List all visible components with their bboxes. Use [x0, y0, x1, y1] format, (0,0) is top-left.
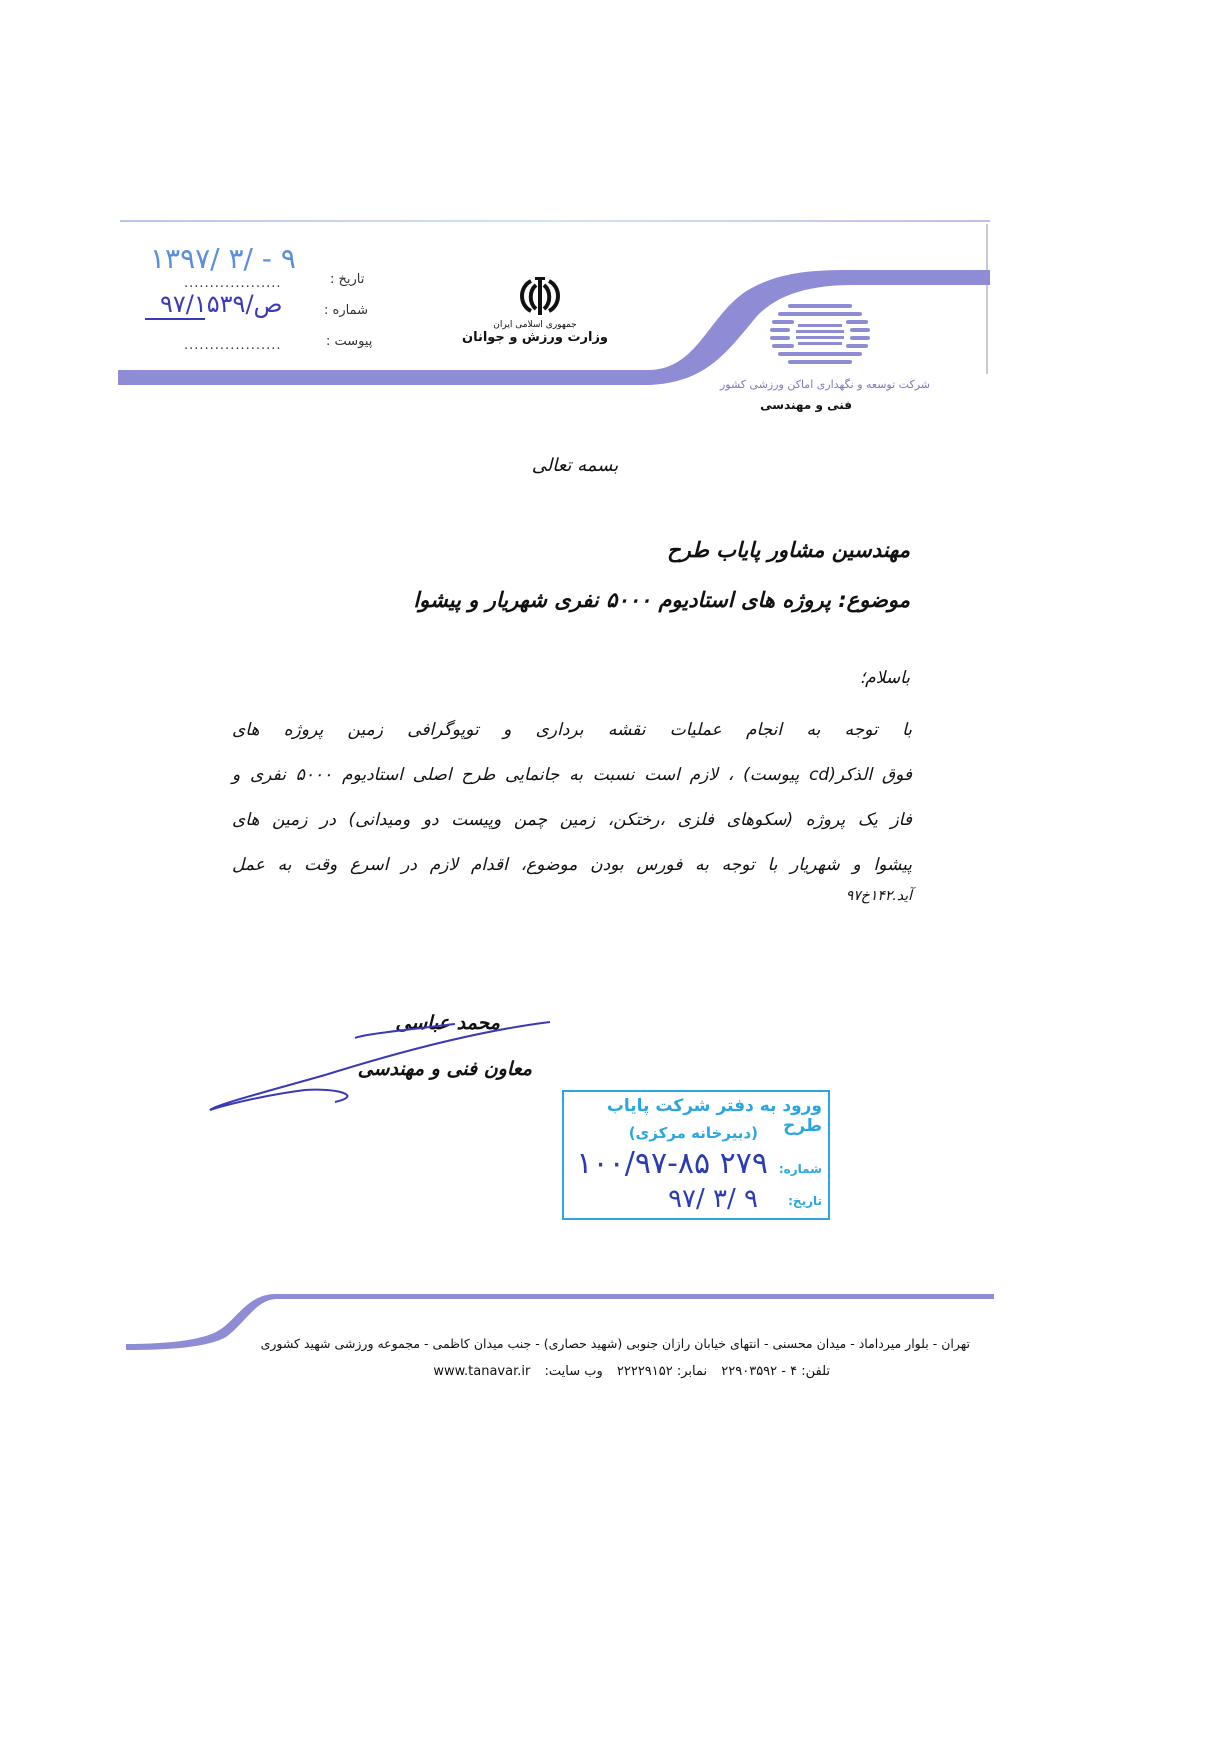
ministry-name: وزارت ورزش و جوانان — [461, 330, 609, 345]
stamp-date-value: ۹۷/ ۳/ ۹ — [668, 1184, 758, 1214]
company-name: شرکت توسعه و نگهداری اماکن ورزشی کشور — [719, 378, 930, 391]
signature-scribble — [205, 1010, 555, 1115]
footer-contact — [300, 1364, 830, 1379]
iran-emblem-icon — [515, 275, 565, 317]
stamp-title: ورود به دفتر شرکت پایاب طرح — [606, 1096, 822, 1136]
stamp-date-label: تاریخ: — [788, 1194, 822, 1208]
ministry-country: جمهوری اسلامی ایران — [493, 320, 577, 330]
date-value: ۱۳۹۷/ ۳/ - ۹ — [150, 242, 296, 275]
attachment-dots: ................... — [184, 338, 282, 353]
company-logo-icon — [770, 302, 870, 370]
number-label: شماره : — [324, 303, 368, 318]
body-line: پیشوا و شهریار با توجه به فورس بودن موضوع، اقدام لازم در اسرع وقت به عمل — [232, 855, 912, 875]
company-department: فنی و مهندسی — [760, 398, 852, 412]
date-dots: ................... — [184, 276, 282, 291]
recipient: مهندسین مشاور پایاب طرح — [667, 538, 910, 562]
closing-reference: آید.۱۴۲خ۹۷ — [845, 888, 912, 904]
header-top-line — [120, 220, 990, 222]
stamp-number-label: شماره: — [778, 1162, 822, 1176]
attachment-label: پیوست : — [326, 334, 373, 349]
signer-title: معاون فنی و مهندسی — [357, 1058, 532, 1080]
stamp-subtitle: (دبیرخانه مرکزی) — [628, 1124, 758, 1142]
body-line: با توجه به انجام عملیات نقشه برداری و توپوگرافی زمین پروژه های — [232, 720, 912, 740]
signer-name: محمد عباسی — [395, 1012, 500, 1034]
stamp-number-value: ۱۰۰/۹۷-۸۵ ۲۷۹ — [576, 1146, 768, 1181]
invocation: بسمه تعالی — [531, 455, 619, 476]
footer-website-label: وب سایت: — [544, 1364, 603, 1379]
number-value: ص/۹۷/۱۵۳۹ — [160, 290, 283, 318]
received-stamp — [562, 1090, 830, 1220]
footer-address: تهران - بلوار میرداماد - میدان محسنی - انتهای خیابان رازان جنوبی (شهید حصاری) - جنب میدان کاظمی - مجموعه ورزشی شهید کشوری — [260, 1336, 970, 1351]
letter-body — [232, 708, 912, 888]
footer-fax: نمابر: ۲۲۲۲۹۱۵۲ — [616, 1364, 708, 1379]
body-line: فوق الذکر(cd پیوست) ، لازم است نسبت به جانمایی طرح اصلی استادیوم ۵۰۰۰ نفری و — [232, 765, 912, 785]
footer-website[interactable]: www.tanavar.ir — [433, 1364, 531, 1379]
footer-phone: تلفن: ۴ - ۲۲۹۰۳۵۹۲ — [721, 1364, 830, 1379]
subject: موضوع: پروژه های استادیوم ۵۰۰۰ نفری شهریار و پیشوا — [413, 588, 910, 612]
date-label: تاریخ : — [330, 272, 365, 287]
greeting: باسلام؛ — [859, 668, 910, 688]
number-underline — [145, 318, 205, 320]
body-line: فاز یک پروژه (سکوهای فلزی ،رختکن، زمین چمن وپیست دو ومیدانی) در زمین های — [232, 810, 912, 830]
